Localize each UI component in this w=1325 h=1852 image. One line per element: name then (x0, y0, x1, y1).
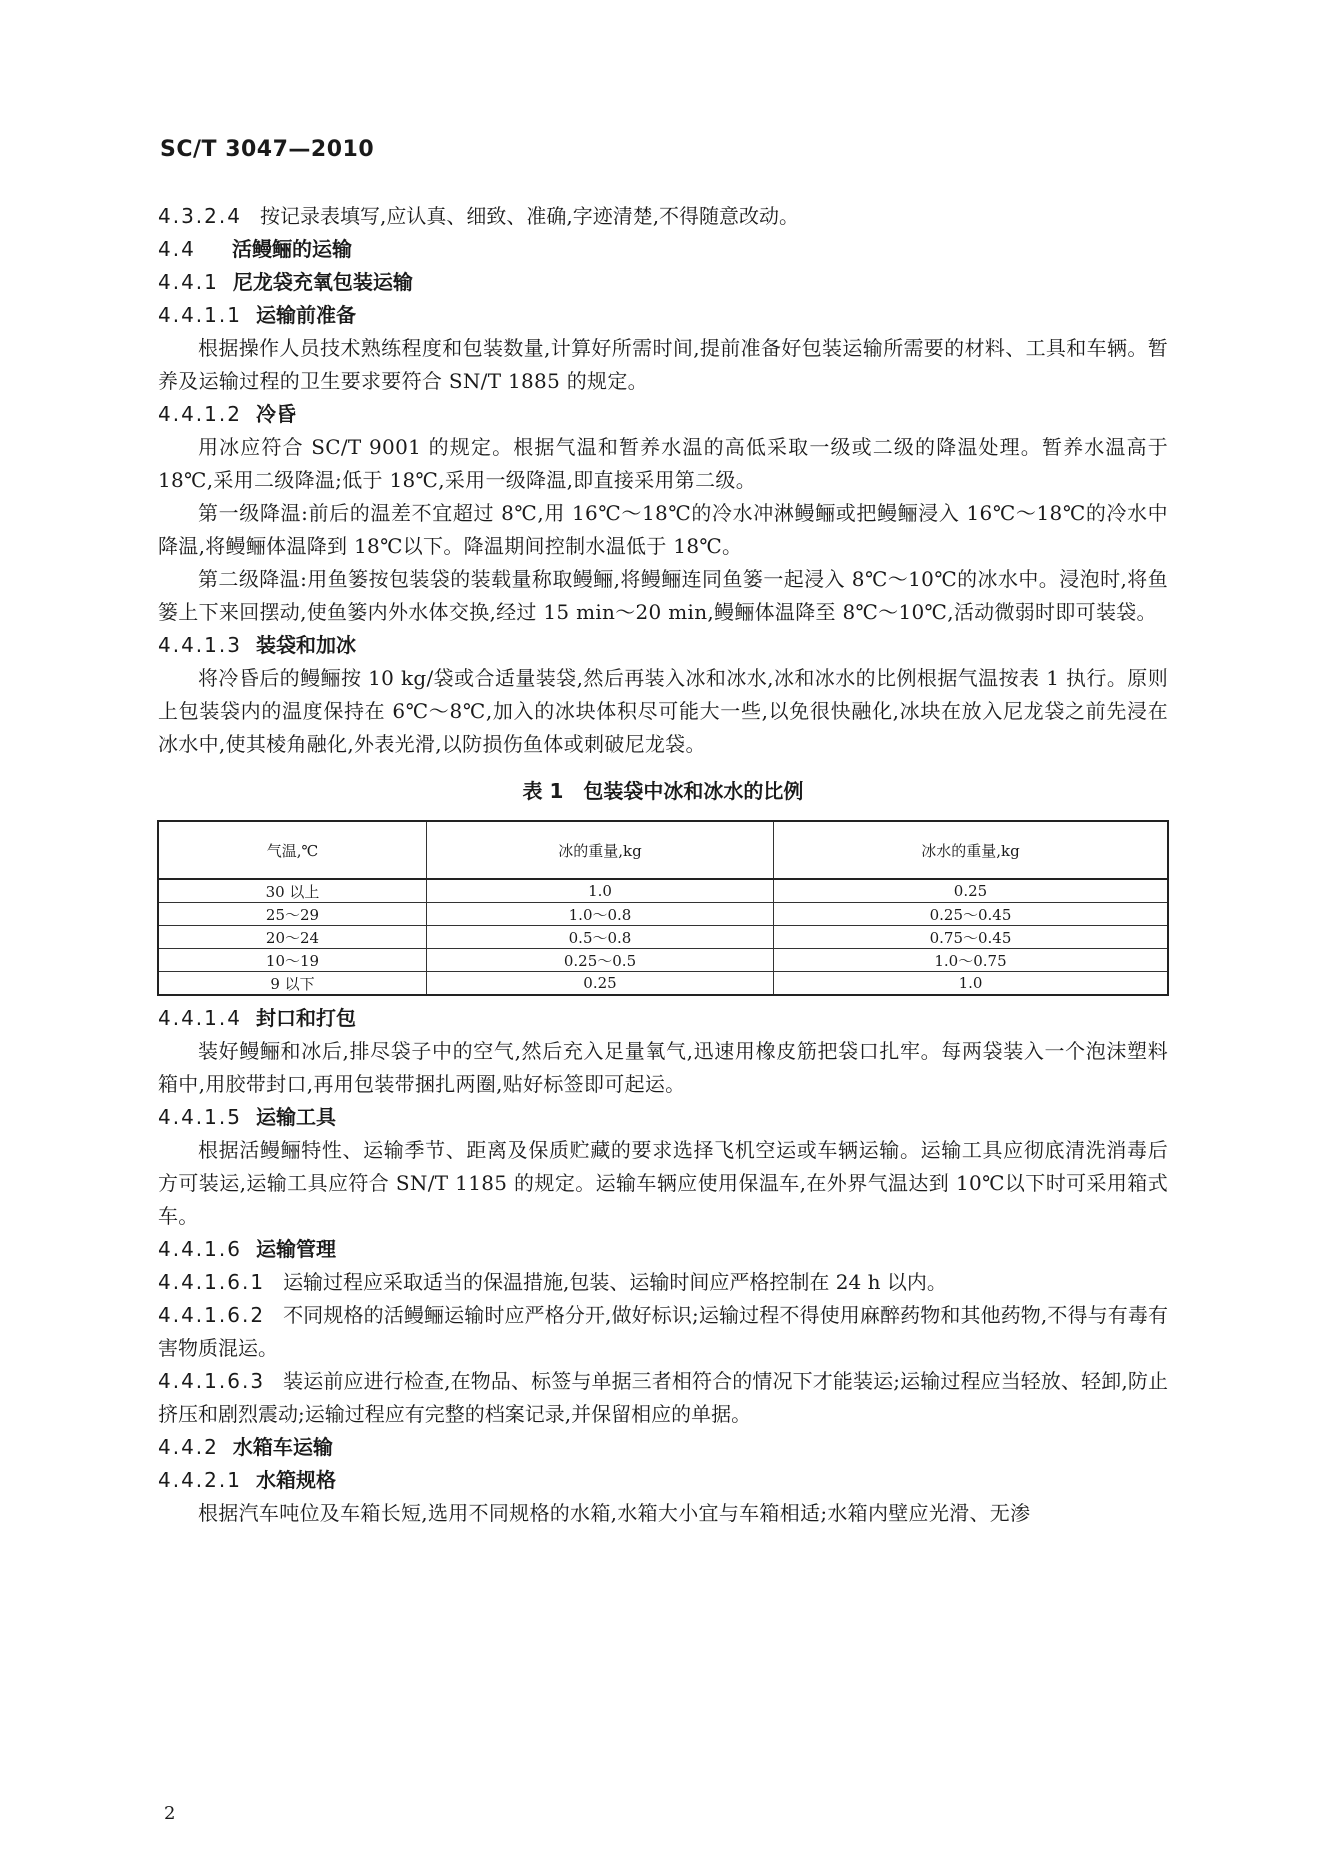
table-row (158, 879, 1168, 903)
table-cell: 1.0 (774, 972, 1169, 996)
table-row (158, 949, 1168, 972)
heading-4-4-2-1: 4.4.2.1 水箱规格 (158, 1468, 336, 1492)
clause-4-4-1-6-1 (158, 1266, 1168, 1299)
clause-text: 按记录表填写,应认真、细致、准确,字迹清楚,不得随意改动。 (259, 204, 800, 228)
column-header: 冰水的重量,kg (774, 821, 1169, 879)
table-cell: 25～29 (158, 903, 427, 926)
paragraph-4-4-2-1: 根据汽车吨位及车箱长短,选用不同规格的水箱,水箱大小宜与车箱相适;水箱内壁应光滑、无渗 (198, 1501, 1031, 1525)
table-header-row (158, 821, 1168, 879)
paragraph-4-4-1-4: 装好鳗鲡和冰后,排尽袋子中的空气,然后充入足量氧气,迅速用橡皮筋把袋口扎牢。每两袋装入一个泡沫塑料箱中,用胶带封口,再用包装带捆扎两圈,贴好标签即可起运。 (158, 1039, 1168, 1096)
heading-4-4-1-5: 4.4.1.5 运输工具 (158, 1105, 336, 1129)
clause-text: 运输过程应采取适当的保温措施,包装、运输时间应严格控制在 24 h 以内。 (283, 1270, 947, 1294)
paragraph-4-4-1-3: 将冷昏后的鳗鲡按 10 kg/袋或合适量装袋,然后再装入冰和冰水,冰和冰水的比例根据气温按表 1 执行。原则上包装袋内的温度保持在 6℃～8℃,加入的冰块体积尽可能大一些,以免很快融化,冰块在放入尼龙袋之前先浸在冰水中,使其棱角融化,外表光滑,以防损伤鱼体或刺破尼龙袋。 (158, 666, 1168, 756)
table-cell: 1.0 (427, 879, 774, 903)
heading-4-4-1-4: 4.4.1.4 封口和打包 (158, 1006, 356, 1030)
table-cell: 0.25 (427, 972, 774, 996)
table-row (158, 972, 1168, 996)
table-row (158, 903, 1168, 926)
heading-4-4-1-3: 4.4.1.3 装袋和加冰 (158, 633, 356, 657)
table-caption: 表 1 包装袋中冰和冰水的比例 (522, 779, 804, 803)
paragraph-4-4-1-2-b: 第一级降温:前后的温差不宜超过 8℃,用 16℃～18℃的冷水冲淋鳗鲡或把鳗鲡浸入 16℃～18℃的冷水中降温,将鳗鲡体温降到 18℃以下。降温期间控制水温低于 18℃。 (158, 501, 1168, 558)
document-body (158, 200, 1168, 1530)
clause-4-4-1-6-2 (158, 1299, 1168, 1365)
clause-number: 4.4.1.6.2 (158, 1303, 266, 1327)
heading-4-4-1-2: 4.4.1.2 冷昏 (158, 402, 296, 426)
paragraph-4-4-1-2-c: 第二级降温:用鱼篓按包装袋的装载量称取鳗鲡,将鳗鲡连同鱼篓一起浸入 8℃～10℃的冰水中。浸泡时,将鱼篓上下来回摆动,使鱼篓内外水体交换,经过 15 min～20 min,鳗鲡体温降至 8℃～10℃,活动微弱时即可装袋。 (158, 567, 1168, 624)
paragraph-4-4-1-2-a: 用冰应符合 SC/T 9001 的规定。根据气温和暂养水温的高低采取一级或二级的降温处理。暂养水温高于 18℃,采用二级降温;低于 18℃,采用一级降温,即直接采用第二级。 (158, 435, 1168, 492)
ice-ratio-table (157, 820, 1169, 996)
clause-4-4-1-6-3 (158, 1365, 1168, 1431)
heading-4-4-1: 4.4.1 尼龙袋充氧包装运输 (158, 270, 413, 294)
table-cell: 20～24 (158, 926, 427, 949)
clause-number: 4.4.1.6.3 (158, 1369, 266, 1393)
clause-text: 不同规格的活鳗鲡运输时应严格分开,做好标识;运输过程不得使用麻醉药物和其他药物,不得与有毒有害物质混运。 (158, 1303, 1168, 1360)
clause-text: 装运前应进行检查,在物品、标签与单据三者相符合的情况下才能装运;运输过程应当轻放、轻卸,防止挤压和剧烈震动;运输过程应有完整的档案记录,并保留相应的单据。 (158, 1369, 1168, 1426)
clause-number: 4.3.2.4 (158, 204, 242, 228)
paragraph-4-4-1-5: 根据活鳗鲡特性、运输季节、距离及保质贮藏的要求选择飞机空运或车辆运输。运输工具应彻底清洗消毒后方可装运,运输工具应符合 SN/T 1185 的规定。运输车辆应使用保温车,在外界气温达到 10℃以下时可采用箱式车。 (158, 1138, 1168, 1228)
table-cell: 9 以下 (158, 972, 427, 996)
table-cell: 0.25 (774, 879, 1169, 903)
page-number: 2 (164, 1803, 176, 1824)
column-header: 冰的重量,kg (427, 821, 774, 879)
table-cell: 0.5～0.8 (427, 926, 774, 949)
heading-4-4-1-6: 4.4.1.6 运输管理 (158, 1237, 336, 1261)
table-cell: 0.25～0.5 (427, 949, 774, 972)
heading-4-4: 4.4 活鳗鲡的运输 (158, 237, 352, 261)
table-cell: 0.25～0.45 (774, 903, 1169, 926)
heading-4-4-2: 4.4.2 水箱车运输 (158, 1435, 333, 1459)
clause-number: 4.4.1.6.1 (158, 1270, 266, 1294)
column-header: 气温,℃ (158, 821, 427, 879)
table-cell: 1.0～0.8 (427, 903, 774, 926)
standard-code: SC/T 3047—2010 (160, 137, 375, 162)
paragraph-4-4-1-1: 根据操作人员技术熟练程度和包装数量,计算好所需时间,提前准备好包装运输所需要的材料、工具和车辆。暂养及运输过程的卫生要求要符合 SN/T 1885 的规定。 (158, 336, 1168, 393)
clause-4-3-2-4 (158, 200, 1168, 233)
table-cell: 1.0～0.75 (774, 949, 1169, 972)
table-cell: 30 以上 (158, 879, 427, 903)
table-cell: 0.75～0.45 (774, 926, 1169, 949)
table-cell: 10～19 (158, 949, 427, 972)
heading-4-4-1-1: 4.4.1.1 运输前准备 (158, 303, 356, 327)
table-row (158, 926, 1168, 949)
